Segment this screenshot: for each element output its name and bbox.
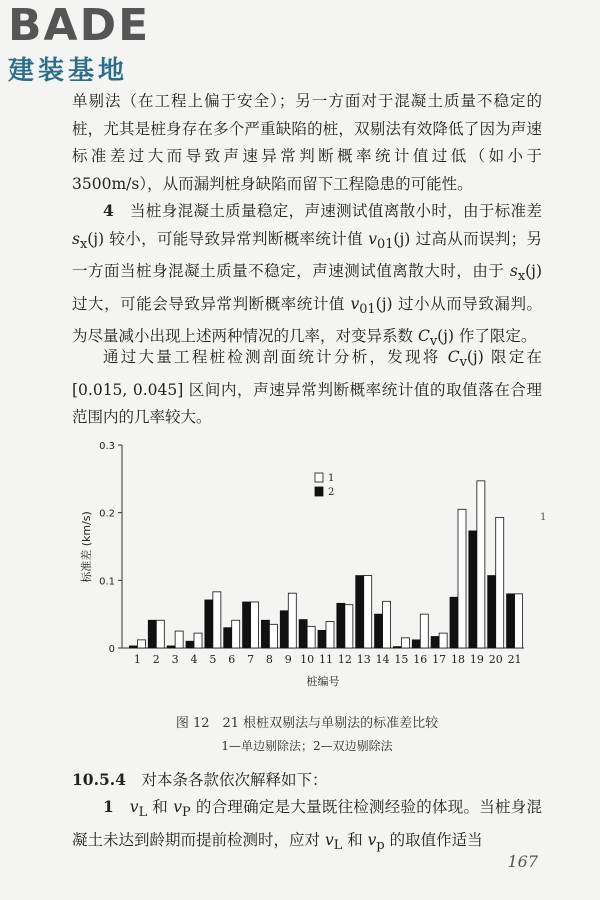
- bar-series-1: [420, 614, 428, 648]
- text-run: (j) 过高从而误判；另一方面当桩身混凝土质量不稳定，声速测试值离散大时，由于: [72, 229, 543, 281]
- var: C: [417, 327, 430, 346]
- var-sub: 01: [359, 301, 376, 317]
- text-run: 当桩身混凝土质量稳定，声速测试值离散小时，由于标准差: [130, 202, 542, 220]
- bar-series-1: [383, 601, 391, 648]
- y-tick-label: 0: [108, 644, 115, 655]
- bar-series-2: [375, 614, 383, 648]
- paragraph-4: [72, 793, 542, 859]
- x-tick-label: 21: [507, 653, 522, 666]
- figure-caption: 图 12 21 根桩双剔法与单剔法的标准差比较: [175, 716, 439, 731]
- text-run: (j) 限定在 [0.015, 0.045] 区间内，声速异常判断概率统计值的取值落在合理范围内的几率较大。: [72, 348, 542, 427]
- bar-series-1: [213, 592, 221, 648]
- x-tick-label: 15: [394, 653, 409, 666]
- x-tick-label: 17: [432, 653, 447, 666]
- var: C: [447, 348, 460, 366]
- var: v: [129, 798, 139, 816]
- bar-series-2: [299, 620, 307, 648]
- bar-series-2: [167, 646, 175, 648]
- var-sub: v: [459, 355, 467, 371]
- text-run: (j) 作了限定。: [437, 327, 537, 346]
- bar-series-2: [243, 602, 251, 648]
- x-tick-label: 8: [265, 653, 273, 666]
- var: v: [368, 229, 377, 248]
- bar-series-2: [318, 630, 326, 648]
- bar-series-2: [431, 636, 439, 648]
- text-run: (j) 过小从而导致漏判。为尽量减小出现上述两种情况的几率，对变异系数: [72, 294, 542, 346]
- bar-series-2: [469, 531, 477, 648]
- var: s: [72, 229, 80, 248]
- bar-series-1: [194, 633, 202, 648]
- text-run: 的取值作适当: [384, 830, 483, 849]
- var: v: [367, 830, 377, 849]
- bar-series-1: [496, 517, 504, 648]
- bar-series-1: [175, 631, 183, 648]
- x-tick-label: 9: [284, 653, 292, 666]
- var: v: [324, 830, 334, 849]
- bar-series-1: [515, 594, 523, 648]
- bar-series-1: [251, 602, 259, 648]
- bar-series-2: [356, 576, 364, 648]
- bar-series-2: [148, 620, 156, 648]
- x-tick-label: 7: [247, 653, 255, 666]
- x-tick-label: 3: [171, 653, 179, 666]
- bar-series-2: [224, 628, 232, 648]
- figure-subcaption: 1—单边剔除法；2—双边剔除法: [221, 739, 393, 753]
- y-axis-label: 标准差 (km/s): [80, 511, 93, 583]
- logo-sub: 建装基地: [8, 56, 129, 86]
- var: v: [173, 798, 182, 816]
- paragraph-3: [72, 344, 542, 432]
- var-sub: L: [333, 837, 343, 853]
- text-run: 和: [147, 798, 174, 816]
- x-tick-label: 4: [190, 653, 198, 666]
- y-tick-label: 0.2: [99, 508, 115, 520]
- bar-series-2: [129, 646, 137, 648]
- side-mark: 1: [540, 512, 547, 523]
- bar-series-1: [232, 620, 240, 648]
- x-axis-label: 桩编号: [306, 675, 340, 688]
- var-sub: P: [182, 805, 191, 821]
- section-heading: [72, 768, 327, 790]
- text-run: 的合理确定是大量既往检测经验的体现。当桩身混凝土未达到龄期而提前检测时，应对: [72, 798, 542, 849]
- bar-series-2: [280, 611, 288, 648]
- logo: [8, 0, 178, 88]
- section-text: 对本条各款依次解释如下：: [141, 771, 328, 789]
- bar-series-2: [186, 641, 194, 648]
- bar-series-2: [261, 620, 269, 648]
- text-run: (j) 较小，可能导致异常判断概率统计值: [87, 229, 369, 248]
- bar-series-1: [269, 624, 277, 648]
- x-tick-label: 20: [488, 653, 503, 666]
- bar-series-2: [412, 640, 420, 648]
- bar-series-2: [205, 600, 213, 648]
- bar-series-1: [307, 626, 315, 648]
- bar-series-1: [401, 638, 409, 648]
- text-run: (j) 过大，可能会导致异常判断概率统计值: [72, 262, 542, 313]
- bar-series-2: [337, 603, 345, 648]
- bar-series-1: [364, 576, 372, 648]
- x-tick-label: 11: [319, 653, 333, 666]
- text-run: 和: [342, 830, 368, 849]
- var: s: [509, 262, 518, 281]
- item-number: 4: [103, 201, 114, 220]
- bar-series-2: [450, 597, 458, 648]
- bar-series-1: [477, 481, 485, 648]
- legend-label-1: 1: [328, 473, 335, 484]
- page-number: 167: [507, 852, 538, 871]
- item-number: 1: [103, 797, 114, 816]
- y-tick-label: 0.1: [99, 576, 115, 588]
- x-tick-label: 1: [133, 653, 141, 666]
- var-sub: x: [517, 269, 526, 285]
- var-sub: 01: [376, 236, 394, 252]
- paragraph-1: 单剔法（在工程上偏于安全）；另一方面对于混凝土质量不稳定的桩，尤其是桩身存在多个严重缺陷的桩，双剔法有效降低了因为声速标准差过大而导致声速异常判断概率统计值过低（如小于3500m/s），从而漏判桩身缺陷而留下工程隐患的可能性。: [72, 92, 542, 193]
- var: v: [350, 294, 360, 313]
- x-tick-label: 10: [300, 653, 315, 666]
- x-tick-label: 6: [228, 653, 236, 666]
- x-tick-label: 2: [152, 653, 160, 666]
- bar-chart: [72, 435, 542, 690]
- var-sub: p: [376, 837, 385, 853]
- x-tick-label: 14: [375, 653, 390, 666]
- bar-series-2: [507, 594, 515, 648]
- bar-series-2: [488, 576, 496, 648]
- bar-series-2: [393, 647, 401, 648]
- bar-series-1: [458, 509, 466, 648]
- bar-series-1: [439, 633, 447, 648]
- section-number: 10.5.4: [72, 770, 126, 789]
- bar-series-1: [288, 593, 296, 648]
- bar-series-1: [326, 622, 334, 648]
- legend-swatch-1: [315, 473, 323, 482]
- bar-series-1: [137, 640, 145, 648]
- x-tick-label: 13: [356, 653, 371, 666]
- var-sub: v: [429, 334, 438, 350]
- var-sub: L: [138, 805, 148, 821]
- x-tick-label: 12: [337, 653, 352, 666]
- text-run: 通过大量工程桩检测剖面统计分析，发现将: [103, 348, 448, 366]
- x-tick-label: 18: [451, 653, 465, 666]
- bar-series-1: [156, 620, 164, 648]
- x-tick-label: 19: [469, 653, 484, 666]
- var-sub: x: [79, 236, 88, 252]
- y-tick-label: 0.3: [99, 441, 115, 452]
- bar-series-1: [345, 605, 353, 648]
- x-tick-label: 5: [209, 653, 217, 666]
- x-tick-label: 16: [413, 653, 428, 666]
- legend-label-2: 2: [328, 487, 335, 498]
- paragraph-2: [72, 197, 542, 356]
- legend-swatch-2: [315, 487, 323, 496]
- logo-main: BADE: [8, 0, 151, 51]
